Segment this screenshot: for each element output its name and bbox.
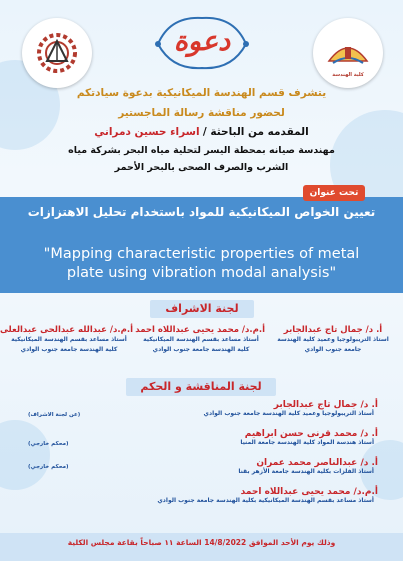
supervisor-desc: استاذ التريبولوجيا وعميد كلية الهندسة جامعة جنوب الوادي [277,336,389,353]
committee-name: أ. د/ محمد قرنى حسن ابراهيم [244,429,378,439]
thesis-title-english-1: "Mapping characteristic properties of metal [43,246,360,262]
committee-note: (محكم خارجي) [28,464,69,470]
supervisor-desc: أستاذ مساعد بقسم الهندسة الميكانيكية كلية الهندسة جامعة جنوب الوادي [11,336,127,353]
committee-member-1 [28,400,378,417]
committee-note: (محكم خارجي) [28,441,69,447]
faculty-logo-label: كلية الهندسة [332,72,364,78]
committee-member-3 [28,458,378,475]
presenter-line [0,126,403,138]
title-ornament [150,10,254,78]
committee-name: أ. د/ جمال تاج عبدالجابر [273,400,378,410]
presenter-job-1: مهندسة صيانه بمحطة اليسر لتحلية مياه البحر بشركة مياه [68,145,335,156]
faculty-logo [313,18,383,88]
supervisor-2 [137,325,265,355]
committee-desc: أستاذ التريبولوجيا وعميد كلية الهندسة جامعة جنوب الوادي [203,410,374,417]
supervisor-3 [0,325,133,355]
committee-heading: لجنة المناقشة و الحكم [126,378,276,396]
thesis-title-arabic: تعيين الخواص الميكانيكية للمواد باستخدام تحليل الاهتزازات [27,205,376,219]
committee-desc: أستاذ الفلزات بكلية الهندسة جامعة الأزهر بقنا [238,468,374,475]
committee-desc: أستاذ هندسة المواد كلية الهندسة جامعة المنيا [240,439,374,446]
committee-desc: أستاذ مساعد بقسم الهندسة الميكانيكية بكلية الهندسة جامعة جنوب الوادي [157,497,374,504]
presenter-label: المقدمه من الباحثة / [202,126,309,138]
presenter-name: اسراء حسين دمراني [94,126,200,138]
university-emblem-icon [323,33,373,73]
supervisor-name: أ.م.د/ محمد يحيى عبداللاه احمد [135,325,265,335]
department-logo [22,18,92,88]
supervisor-desc: أستاذ مساعد بقسم الهندسة الميكانيكية كلية الهندسة جامعة جنوب الوادي [143,336,259,353]
committee-member-2 [28,429,378,446]
supervisor-1 [269,325,397,355]
thesis-title-english-2: plate using vibration modal analysis" [66,265,337,281]
supervisor-name: أ.م.د/ عبدالله عبدالحى عبدالعلى [0,325,133,335]
date-time-venue: وذلك يوم الأحد الموافق 14/8/2022 الساعة ١١ صباحاً بقاعة مجلس الكلية [67,538,336,547]
under-title-tag: تحت عنوان [303,185,365,201]
committee-name: أ.م.د/ محمد يحيى عبداللاه احمد [240,487,378,497]
gear-triangle-icon [31,27,83,79]
intro-line-1: يتشرف قسم الهندسة الميكانيكية بدعوة سيادتكم [76,87,327,99]
committee-note: (عن لجنة الاشراف) [28,412,81,418]
committee-name: أ. د/ عبدالناصر محمد عمران [256,458,378,468]
supervisor-name: أ. د/ جمال تاج عبدالجابر [283,325,383,335]
committee-member-4 [28,487,378,504]
supervision-heading: لجنة الاشراف [150,300,254,318]
invitation-title: دعوة [173,26,231,57]
presenter-job-2: الشرب والصرف الصحى بالبحر الأحمر [114,162,289,173]
intro-line-2: لحضور مناقشة رسالة الماجستير [118,107,285,119]
